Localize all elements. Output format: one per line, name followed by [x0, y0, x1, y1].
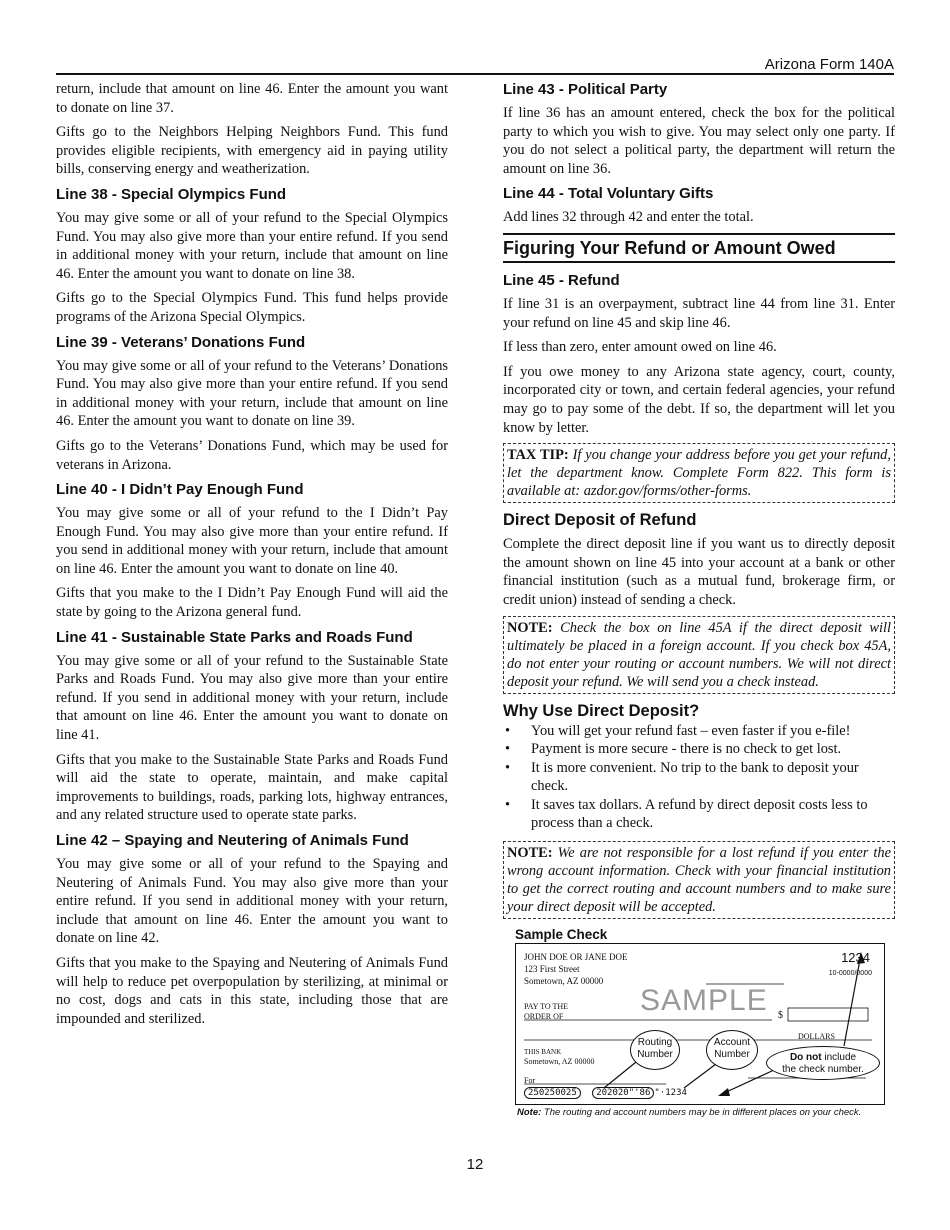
- line-40-heading: Line 40 - I Didn’t Pay Enough Fund: [56, 481, 304, 499]
- check-number: 1234: [841, 950, 870, 966]
- sample-check: [515, 943, 885, 1105]
- check-payer-city: Sometown, AZ 00000: [524, 976, 604, 987]
- routing-label-1: Routing: [637, 1037, 673, 1049]
- line-41-paragraph-2: Gifts that you make to the Sustainable State Parks and Roads Fund will aid the state to operate, maintain, and make capital improvements to buildings, roads, parking lots, highway entrances, and any related structure used to operate state parks.: [56, 751, 448, 824]
- section-heading-refund: Figuring Your Refund or Amount Owed: [503, 233, 895, 263]
- pay-to-label-2: ORDER OF: [524, 1012, 564, 1022]
- check-fraction: 10-0000/0000: [828, 970, 872, 978]
- foreign-account-note-text: Check the box on line 45A if the direct deposit will ultimately be placed in a foreign account. If you check box 45A, do not enter your routing or account numbers. We will not direct deposit your refund. We will send you a check instead.: [507, 619, 891, 690]
- line-42-paragraph-1: You may give some or all of your refund to the Spaying and Neutering of Animals Fund. You may also give more than your entire refund. If you send in additional money with your return, include that amount on line 46. Enter the amount you want to donate on line 42.: [56, 856, 448, 947]
- line-45-heading: Line 45 - Refund: [503, 271, 620, 289]
- routing-label-2: Number: [637, 1049, 673, 1061]
- do-not-bold: Do not: [789, 1052, 822, 1064]
- line-45-paragraph-1: If line 31 is an overpayment, subtract line 44 from line 31. Enter your refund on line 45 and skip line 46.: [503, 295, 895, 331]
- line-40-paragraph-1: You may give some or all of your refund to the I Didn’t Pay Enough Fund. You may also give more than your entire refund. If you send in additional money with your return, include that amount on line 46. Enter the amount you want to donate on line 40.: [56, 505, 448, 577]
- line-43-heading: Line 43 - Political Party: [503, 81, 668, 98]
- line-38-heading: Line 38 - Special Olympics Fund: [56, 185, 287, 203]
- bank-city: Sometown, AZ 00000: [524, 1057, 595, 1067]
- sample-watermark: SAMPLE: [640, 984, 768, 1018]
- list-item: • It is more convenient. No trip to the bank to deposit your check.: [503, 759, 895, 796]
- form-title: Arizona Form 140A: [764, 56, 894, 73]
- line-42-heading: Line 42 – Spaying and Neutering of Animals Fund: [56, 832, 409, 849]
- check-payer-street: 123 First Street: [524, 964, 580, 975]
- line-39-heading: Line 39 - Veterans’ Donations Fund: [56, 333, 306, 351]
- header-rule: [56, 73, 894, 75]
- list-item: • Payment is more secure - there is no check to get lost.: [503, 740, 895, 759]
- tax-tip-label: TAX TIP:: [507, 447, 569, 464]
- responsibility-note-text: We are not responsible for a lost refund if you enter the wrong account information. Check with your financial institution to get the correct routing and account numbers and to make sure your direct deposit will be accepted.: [507, 845, 891, 916]
- page-number: 12: [466, 1156, 484, 1173]
- sample-check-title: Sample Check: [515, 927, 608, 943]
- line-40-paragraph-2: Gifts that you make to the I Didn’t Pay Enough Fund will aid the state by going to the Arizona general fund.: [56, 585, 448, 621]
- line-42-paragraph-2: Gifts that you make to the Spaying and Neutering of Animals Fund will help to reduce pet overpopulation by sterilizing, at minimal or no cost, dogs and cats in this state, including those that are impounded and sterilized.: [56, 954, 448, 1027]
- tax-tip-box: [503, 443, 895, 503]
- intro-paragraph: return, include that amount on line 46. Enter the amount you want to donate on line 37.: [56, 81, 448, 116]
- dollars-label: DOLLARS: [798, 1032, 835, 1042]
- line-41-paragraph-1: You may give some or all of your refund to the Sustainable State Parks and Roads Fund. You may also give more than your entire refund. If you send in additional money with your return, include that amount on line 46. Enter the amount you want to donate on line 41.: [56, 652, 448, 744]
- micr-line: [524, 1088, 687, 1098]
- foreign-account-note-box: [503, 616, 895, 694]
- tax-tip-text: If you change your address before you get your refund, let the department know. Complete Form 822. This form is available at: azdor.gov/forms/other-forms.: [507, 447, 891, 500]
- left-column: [56, 80, 448, 1034]
- micr-routing: 250250025: [524, 1087, 581, 1099]
- note-label: NOTE:: [507, 845, 553, 862]
- check-note-label: Note:: [517, 1107, 542, 1119]
- line-41-heading: Line 41 - Sustainable State Parks and Roads Fund: [56, 628, 413, 646]
- micr-check-number: "·1234: [654, 1088, 687, 1099]
- arrowhead: [718, 1088, 730, 1096]
- note-label: NOTE:: [507, 619, 553, 636]
- dollar-sign: $: [778, 1010, 783, 1022]
- micr-account: 202020"'86: [592, 1087, 654, 1099]
- direct-deposit-paragraph: Complete the direct deposit line if you want us to directly deposit the amount shown on line 45 into your account at a bank or other financial institution (such as a mutual fund, brokerage firm, or credit union) instead of sending a check.: [503, 536, 895, 608]
- line-39-paragraph-2: Gifts go to the Veterans’ Donations Fund, which may be used for veterans in Arizona.: [56, 437, 448, 473]
- right-column: [503, 80, 895, 1118]
- bank-name: THIS BANK: [524, 1048, 562, 1057]
- check-number-callout: [766, 1046, 880, 1080]
- line-45-paragraph-2: If less than zero, enter amount owed on line 46.: [503, 339, 777, 356]
- line-44-heading: Line 44 - Total Voluntary Gifts: [503, 185, 714, 203]
- line-39-paragraph-1: You may give some or all of your refund to the Veterans’ Donations Fund. You may also give more than your entire refund. If you send in additional money with your return, include that amount on line 46. Enter the amount you want to donate on line 39.: [56, 357, 448, 430]
- do-not-line-2: the check number.: [782, 1064, 864, 1076]
- line-38-paragraph-2: Gifts go to the Special Olympics Fund. This fund helps provide programs of the Arizona Special Olympics.: [56, 290, 448, 325]
- intro-paragraph-2: Gifts go to the Neighbors Helping Neighbors Fund. This fund provides eligible recipients, with emergency aid in paying utility bills, conserving energy and weatherization.: [56, 124, 448, 178]
- account-label-2: Number: [714, 1049, 750, 1061]
- line-44-paragraph: Add lines 32 through 42 and enter the total.: [503, 209, 754, 226]
- routing-number-callout: [630, 1030, 680, 1070]
- check-payer-name: JOHN DOE OR JANE DOE: [524, 952, 628, 963]
- line-38-paragraph-1: You may give some or all of your refund to the Special Olympics Fund. You may also give more than your entire refund. If you send in additional money with your return, include that amount on line 46. Enter the amount you want to donate on line 38.: [56, 209, 448, 282]
- do-not-rest: include: [821, 1052, 857, 1064]
- account-label-1: Account: [713, 1037, 751, 1049]
- line-43-paragraph: If line 36 has an amount entered, check the box for the political party to which you wish to give. You may select only one party. If you do not select a political party, the department will return the amount on line 36.: [503, 105, 895, 177]
- benefits-list: [503, 722, 895, 834]
- line-45-paragraph-3: If you owe money to any Arizona state agency, court, county, incorporated city or town, and certain federal agencies, your refund may go to pay some of the debt. If so, the department will let you know by letter.: [503, 363, 895, 436]
- why-direct-deposit-heading: Why Use Direct Deposit?: [503, 701, 700, 720]
- check-note-text: The routing and account numbers may be in different places on your check.: [543, 1107, 862, 1119]
- amount-box: [788, 1008, 868, 1021]
- list-item: • It saves tax dollars. A refund by direct deposit costs less to process than a check.: [503, 796, 895, 833]
- responsibility-note-box: [503, 841, 895, 919]
- account-number-callout: [706, 1030, 758, 1070]
- check-number-pointer: [844, 954, 861, 1046]
- pay-to-label-1: PAY TO THE: [524, 1002, 569, 1012]
- list-item: • You will get your refund fast – even faster if you e-file!: [503, 722, 895, 741]
- direct-deposit-heading: Direct Deposit of Refund: [503, 511, 697, 530]
- check-note: [517, 1107, 895, 1118]
- memo-label: For: [524, 1076, 536, 1086]
